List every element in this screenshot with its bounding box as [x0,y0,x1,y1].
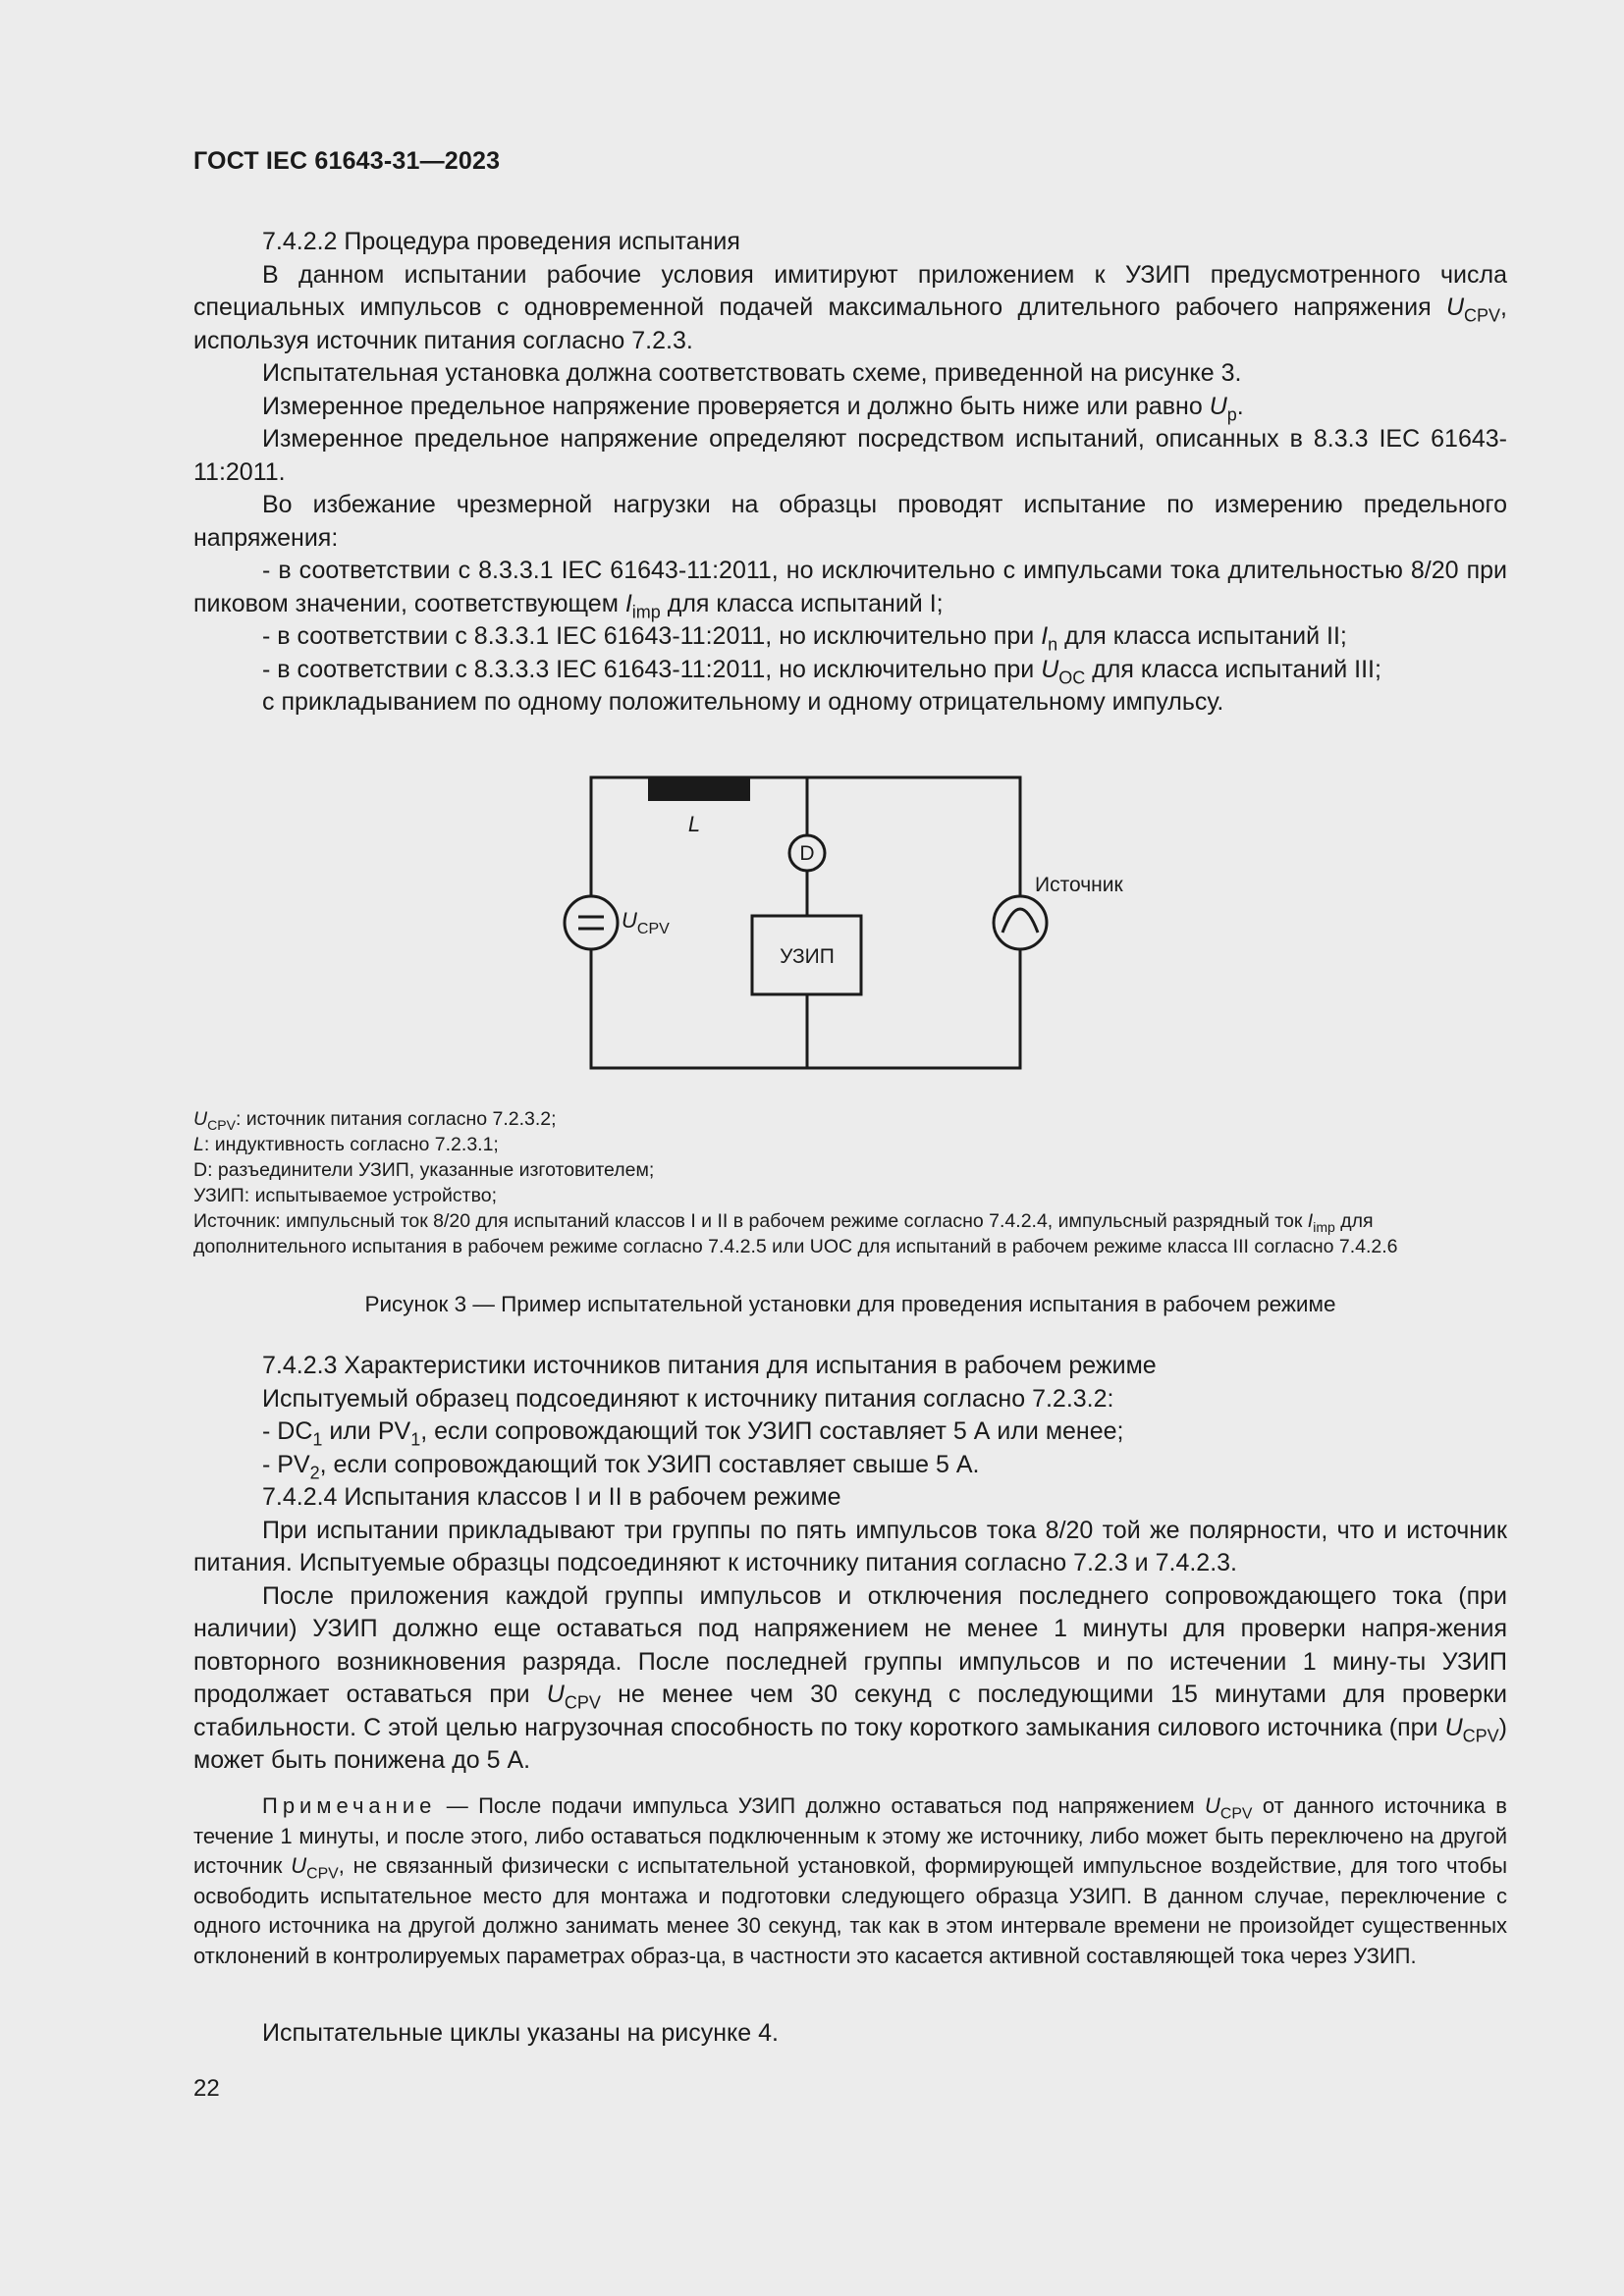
paragraph: с прикладыванием по одному положительному и одному отрицательному импульсу. [262,688,1224,716]
section-title: 7.4.2.3 Характеристики источников питания для испытания в рабочем режиме [262,1352,1157,1379]
circuit-diagram [537,756,1123,1080]
disconnector-label: D [799,842,815,865]
list-item: - $PV_2$, если сопровождающий ток УЗИП составляет свыше 5 А. [262,1450,980,1482]
section-7423 [193,1350,1507,1778]
section-title: 7.4.2.2 Процедура проведения испытания [262,228,740,255]
paragraph: После приложения каждой группы импульсов и отключения последнего сопровождающего тока (при наличии) УЗИП должно еще оставаться под напряжением не менее 1 минуты для проверки напря-жения повторного возникновения разряда. После последней группы импульсов и по истечении 1 мину-ты УЗИП продолжает оставаться при $U_{CPV}$ не менее чем 30 секунд с последующими 15 минутами для проверки стабильности. С этой целью нагрузочная способность по току короткого замыкания силового источника (при $U_{CPV}$) может быть понижена до 5 А. [193,1581,1507,1774]
list-item: - $DC_1$ или $PV_1$, если сопровождающий ток УЗИП составляет 5 А или менее; [262,1417,1124,1450]
page-number: 22 [193,2075,220,2102]
ucpv-label: $U_{CPV}$ [622,908,670,937]
list-item: - в соответствии с 8.3.3.1 IEC 61643-11:2011, но исключительно при $I_n$ для класса испытаний II; [262,622,1347,655]
paragraph: Во избежание чрезмерной нагрузки на образцы проводят испытание по измерению предельного напряжения: [193,491,1507,552]
paragraph: Испытательная установка должна соответствовать схеме, приведенной на рисунке 3. [262,359,1242,387]
source-label: Источник [1035,874,1123,896]
note-paragraph: Примечание — После подачи импульса УЗИП должно оставаться под напряжением $U_{CPV}$ от данного источника в течение 1 минуты, и после этого, либо оставаться подключенным к этому же источнику, либо может быть переключено на другой источник $U_{CPV}$, не связанный физически с испытательной установкой, формирующей импульсное воздействие, для того чтобы освободить испытательное место для монтажа и подготовки следующего образца УЗИП. В данном случае, переключение с одного источника на другой должно занимать менее 30 секунд, так как в этом интервале времени не произойдет существенных отклонений в контролируемых параметрах образ-ца, в частности это касается активной составляющей тока через УЗИП. [193,1793,1508,1968]
standard-header: ГОСТ IEC 61643-31—2023 [193,147,501,175]
dc-source-symbol [565,896,618,949]
legend-item: L: индуктивность согласно 7.2.3.1; [193,1134,499,1155]
final-paragraph-block [193,2017,1507,2051]
note-block [193,1791,1507,1971]
paragraph: Испытательные циклы указаны на рисунке 4. [262,2019,779,2047]
paragraph: Измеренное предельное напряжение проверяется и должно быть ниже или равно $U_p$. [262,392,1244,424]
figure-caption: Рисунок 3 — Пример испытательной установки для проведения испытания в рабочем режиме [364,1292,1336,1316]
paragraph: Измеренное предельное напряжение определяют посредством испытаний, описанных в 8.3.3 IEC 61643-11:2011. [193,425,1507,486]
dut-label: УЗИП [780,945,835,968]
paragraph: В данном испытании рабочие условия имитируют приложением к УЗИП предусмотренного числа специальных импульсов с одновременной подачей максимального длительного рабочего напряжения $U_{CPV}$, используя источник питания согласно 7.2.3. [193,260,1507,354]
inductor-symbol [648,777,750,801]
legend-item: $U_{CPV}$: источник питания согласно 7.2.3.2; [193,1108,557,1133]
legend-item: Источник: импульсный ток 8/20 для испытаний классов I и II в рабочем режиме согласно 7.4.2.4, импульсный разрядный ток $I_{imp}$ для дополнительного испытания в рабочем режиме согласно 7.4.2.5 или UOC для испытаний в рабочем режиме класса III согласно 7.4.2.6 [193,1210,1398,1257]
impulse-source-symbol [994,896,1047,949]
figure-legend [193,1106,1507,1259]
legend-item: D: разъединители УЗИП, указанные изготовителем; [193,1159,655,1181]
section-title: 7.4.2.4 Испытания классов I и II в рабочем режиме [262,1483,841,1511]
inductor-label: L [687,812,701,836]
list-item: - в соответствии с 8.3.3.1 IEC 61643-11:2011, но исключительно с импульсами тока длительностью 8/20 при пиковом значении, соответствующем $I_{imp}$ для класса испытаний I; [193,557,1507,621]
paragraph: При испытании прикладывают три группы по пять импульсов тока 8/20 той же полярности, что и источник питания. Испытуемые образцы подсоединяют к источнику питания согласно 7.2.3 и 7.4.2.3. [193,1516,1507,1576]
legend-item: УЗИП: испытываемое устройство; [193,1185,497,1206]
list-item: - в соответствии с 8.3.3.3 IEC 61643-11:2011, но исключительно при $U_{OC}$ для класса испытаний III; [262,655,1381,687]
section-7422 [193,226,1507,720]
paragraph: Испытуемый образец подсоединяют к источнику питания согласно 7.2.3.2: [262,1384,1114,1413]
